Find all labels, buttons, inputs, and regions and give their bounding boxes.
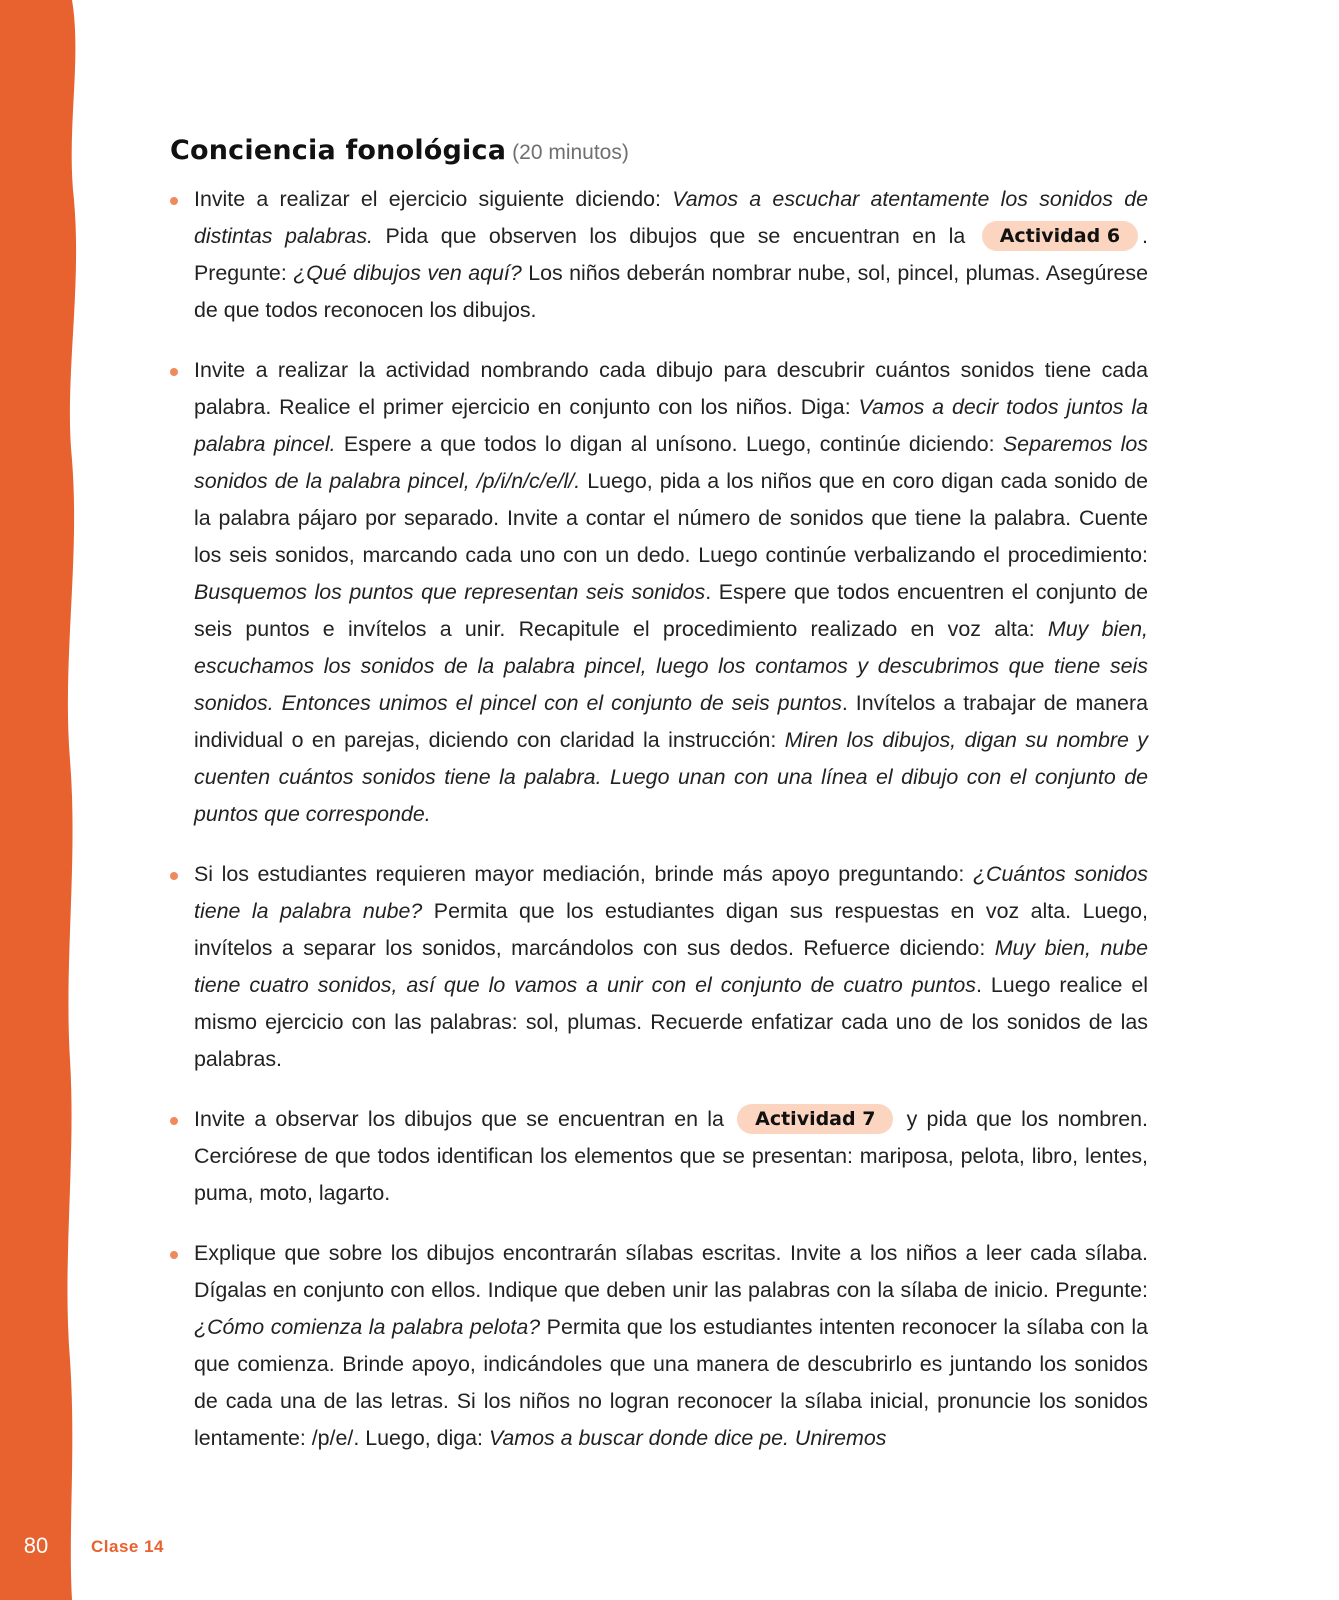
bullet-icon	[170, 872, 178, 880]
list-item: Invite a observar los dibujos que se encuentran en la Actividad 7 y pida que los nombren. Cerciórese de que todos identifican los elementos que se presentan: mariposa, pelota, libro, lentes, puma, moto, lagarto.	[170, 1101, 1148, 1212]
activity-badge: Actividad 6	[982, 221, 1138, 251]
activity-badge: Actividad 7	[737, 1104, 893, 1134]
list-item: Invite a realizar el ejercicio siguiente diciendo: Vamos a escuchar atentamente los sonidos de distintas palabras. Pida que observen los dibujos que se encuentran en la Actividad 6 . Pregunte: ¿Qué dibujos ven aquí? Los niños deberán nombrar nube, sol, pincel, plumas. Asegúrese de que todos reconocen los dibujos.	[170, 181, 1148, 329]
bullet-icon	[170, 368, 178, 376]
list-item: Si los estudiantes requieren mayor mediación, brinde más apoyo preguntando: ¿Cuántos sonidos tiene la palabra nube? Permita que los estudiantes digan sus respuestas en voz alta. Luego, invítelos a separar los sonidos, marcándolos con sus dedos. Refuerce diciendo: Muy bien, nube tiene cuatro sonidos, así que lo vamos a unir con el conjunto de cuatro puntos. Luego realice el mismo ejercicio con las palabras: sol, plumas. Recuerde enfatizar cada uno de los sonidos de las palabras.	[170, 856, 1148, 1078]
bullet-icon	[170, 1251, 178, 1259]
main-content	[170, 130, 1148, 1480]
footer-lesson-label: Clase 14	[91, 1537, 164, 1556]
list-item: Explique que sobre los dibujos encontrarán sílabas escritas. Invite a los niños a leer cada sílaba. Dígalas en conjunto con ellos. Indique que deben unir las palabras con la sílaba de inicio. Pregunte: ¿Cómo comienza la palabra pelota? Permita que los estudiantes intenten reconocer la sílaba con la que comienza. Brinde apoyo, indicándoles que una manera de descubrirlo es juntando los sonidos de cada una de las letras. Si los niños no logran reconocer la sílaba inicial, pronuncie los sonidos lentamente: /p/e/. Luego, diga: Vamos a buscar donde dice pe. Uniremos	[170, 1235, 1148, 1457]
bullet-icon	[170, 197, 178, 205]
section-heading	[170, 130, 1148, 167]
side-band	[0, 0, 100, 1600]
page-number: 80	[23, 1533, 49, 1558]
bullet-icon	[170, 1117, 178, 1125]
list-item: Invite a realizar la actividad nombrando cada dibujo para descubrir cuántos sonidos tiene cada palabra. Realice el primer ejercicio en conjunto con los niños. Diga: Vamos a decir todos juntos la palabra pincel. Espere a que todos lo digan al unísono. Luego, continúe diciendo: Separemos los sonidos de la palabra pincel, /p/i/n/c/e/l/. Luego, pida a los niños que en coro digan cada sonido de la palabra pájaro por separado. Invite a contar el número de sonidos que tiene la palabra. Cuente los seis sonidos, marcando cada uno con un dedo. Luego continúe verbalizando el procedimiento: Busquemos los puntos que representan seis sonidos. Espere que todos encuentren el conjunto de seis puntos e invítelos a unir. Recapitule el procedimiento realizado en voz alta: Muy bien, escuchamos los sonidos de la palabra pincel, luego los contamos y descubrimos que tiene seis sonidos. Entonces unimos el pincel con el conjunto de seis puntos. Invítelos a trabajar de manera individual o en parejas, diciendo con claridad la instrucción: Miren los dibujos, digan su nombre y cuenten cuántos sonidos tiene la palabra. Luego unan con una línea el dibujo con el conjunto de puntos que corresponde.	[170, 352, 1148, 833]
section-title: Conciencia fonológica	[170, 135, 507, 166]
instruction-list	[170, 181, 1148, 1457]
section-duration: (20 minutos)	[512, 141, 629, 164]
